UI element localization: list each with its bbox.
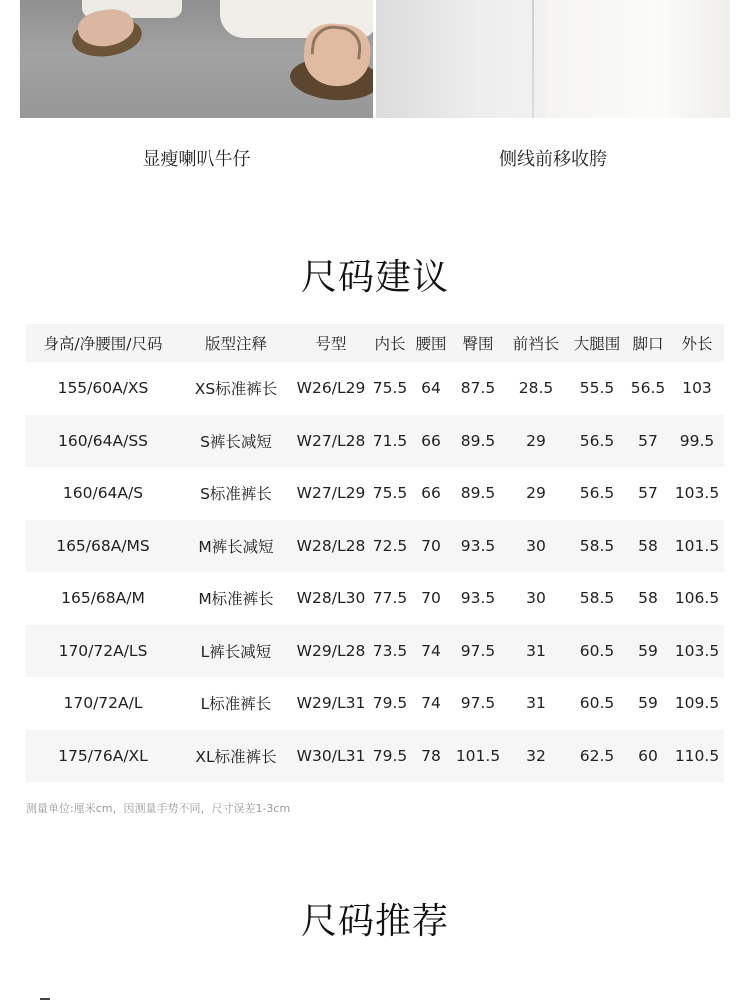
table-cell: W29/L31: [296, 694, 366, 713]
table-cell: 66: [421, 484, 441, 503]
table-cell: M裤长减短: [180, 520, 292, 573]
header-cell: 号型: [292, 324, 370, 362]
table-cell: 58.5: [579, 589, 615, 608]
table-cell: 97.5: [460, 694, 496, 713]
table-cell: 74: [421, 694, 441, 713]
table-cell: 62.5: [568, 730, 626, 783]
measurement-note: 测量单位:厘米cm，因测量手势不同，尺寸误差1-3cm: [26, 802, 291, 815]
header-cell: 前裆长: [504, 324, 568, 362]
table-row: [26, 625, 724, 678]
table-cell: 60.5: [568, 625, 626, 678]
caption-slim-flare: 显瘦喇叭牛仔: [142, 149, 251, 170]
size-chart-table: [26, 324, 724, 782]
cutoff-content: [40, 993, 100, 1000]
table-cell: W27/L28: [292, 415, 370, 468]
table-cell: L标准裤长: [200, 695, 272, 714]
size-advice-title: 尺码建议: [300, 257, 449, 298]
table-cell: W26/L29: [296, 379, 366, 398]
header-cell: 臀围: [452, 324, 504, 362]
table-header-row: [26, 324, 724, 362]
table-cell: 30: [504, 520, 568, 573]
table-cell: 72.5: [370, 520, 410, 573]
table-cell: 103.5: [670, 625, 724, 678]
table-cell: 73.5: [370, 625, 410, 678]
table-cell: 59: [626, 625, 670, 678]
side-seam-line: [532, 0, 534, 118]
table-cell: 109.5: [674, 694, 720, 713]
table-cell: 56.5: [630, 379, 666, 398]
table-cell: 110.5: [670, 730, 724, 783]
table-cell: 170/72A/L: [63, 694, 143, 713]
table-cell: 56.5: [568, 415, 626, 468]
table-cell: W28/L30: [296, 589, 366, 608]
table-cell: 74: [410, 625, 452, 678]
table-cell: 30: [526, 589, 546, 608]
table-cell: W28/L28: [292, 520, 370, 573]
table-cell: 93.5: [460, 589, 496, 608]
table-cell: 165/68A/MS: [26, 520, 180, 573]
table-cell: W27/L29: [296, 484, 366, 503]
table-cell: 89.5: [460, 484, 496, 503]
table-cell: 93.5: [452, 520, 504, 573]
table-cell: 75.5: [372, 379, 408, 398]
table-cell: 101.5: [452, 730, 504, 783]
table-cell: 59: [638, 694, 658, 713]
table-row: [26, 730, 724, 783]
table-cell: 70: [421, 589, 441, 608]
pant-leg-detail: [546, 0, 730, 118]
table-cell: 170/72A/LS: [26, 625, 180, 678]
table-cell: 29: [504, 415, 568, 468]
table-cell: 165/68A/M: [61, 589, 145, 608]
table-cell: 57: [638, 484, 658, 503]
table-cell: W29/L28: [292, 625, 370, 678]
table-cell: W30/L31: [292, 730, 370, 783]
table-row: [26, 520, 724, 573]
table-cell: 32: [504, 730, 568, 783]
table-cell: 57: [626, 415, 670, 468]
table-cell: 79.5: [370, 730, 410, 783]
table-row: [26, 362, 724, 415]
table-cell: 77.5: [372, 589, 408, 608]
header-cell: 版型注释: [180, 324, 292, 362]
table-cell: M标准裤长: [198, 590, 274, 609]
header-cell: 内长: [370, 324, 410, 362]
table-cell: 175/76A/XL: [26, 730, 180, 783]
table-cell: 97.5: [452, 625, 504, 678]
table-cell: S裤长减短: [180, 415, 292, 468]
table-cell: 160/64A/S: [62, 484, 144, 503]
table-cell: 29: [526, 484, 546, 503]
table-cell: 106.5: [674, 589, 720, 608]
table-cell: 66: [410, 415, 452, 468]
caption-side-seam: 侧线前移收胯: [499, 149, 607, 170]
table-cell: 87.5: [460, 379, 496, 398]
table-cell: 155/60A/XS: [57, 379, 149, 398]
table-row: [26, 572, 724, 625]
table-cell: 60.5: [579, 694, 615, 713]
table-cell: 103.5: [674, 484, 720, 503]
product-photo-left: [20, 0, 373, 118]
header-cell: 脚口: [626, 324, 670, 362]
table-cell: 89.5: [452, 415, 504, 468]
table-cell: 60: [626, 730, 670, 783]
header-cell: 外长: [670, 324, 724, 362]
table-cell: 101.5: [670, 520, 724, 573]
size-recommend-title: 尺码推荐: [300, 901, 449, 942]
table-cell: 78: [410, 730, 452, 783]
table-cell: 103: [682, 379, 712, 398]
table-cell: 70: [410, 520, 452, 573]
header-cell: 大腿围: [568, 324, 626, 362]
table-cell: XS标准裤长: [194, 380, 278, 399]
table-row: [26, 467, 724, 520]
table-cell: 71.5: [370, 415, 410, 468]
table-cell: 56.5: [579, 484, 615, 503]
table-cell: L裤长减短: [180, 625, 292, 678]
table-row: [26, 415, 724, 468]
table-cell: 75.5: [372, 484, 408, 503]
table-cell: 58.5: [568, 520, 626, 573]
table-cell: 31: [504, 625, 568, 678]
table-cell: XL标准裤长: [180, 730, 292, 783]
table-cell: 99.5: [670, 415, 724, 468]
table-cell: S标准裤长: [200, 485, 272, 504]
table-row: [26, 677, 724, 730]
header-cell: 身高/净腰围/尺码: [26, 324, 180, 362]
product-photo-right: [376, 0, 730, 118]
table-cell: 79.5: [372, 694, 408, 713]
header-cell: 腰围: [410, 324, 452, 362]
table-cell: 31: [526, 694, 546, 713]
table-cell: 58: [626, 520, 670, 573]
table-cell: 28.5: [518, 379, 554, 398]
table-cell: 160/64A/SS: [26, 415, 180, 468]
table-cell: 58: [638, 589, 658, 608]
table-cell: 55.5: [579, 379, 615, 398]
table-cell: 64: [421, 379, 441, 398]
